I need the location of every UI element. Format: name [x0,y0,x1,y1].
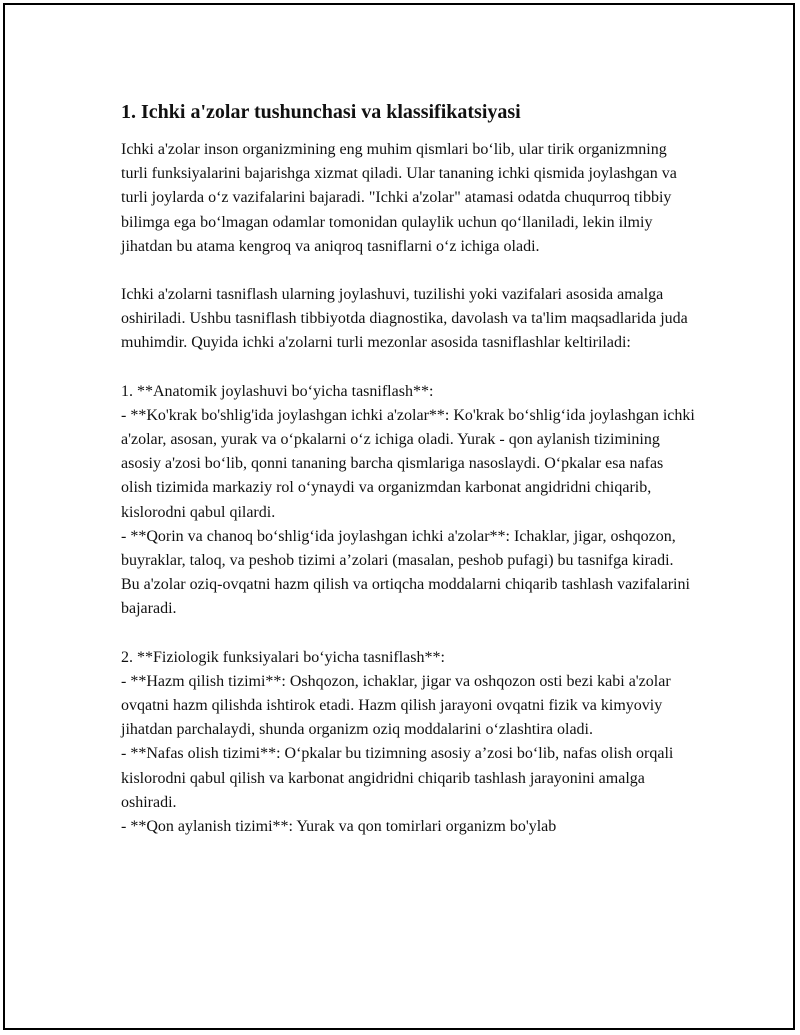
list-item: - **Hazm qilish tizimi**: Oshqozon, ichaklar, jigar va oshqozon osti bezi kabi a'zolar ovqatni hazm qilishda ishtirok etadi. Hazm qilish jarayoni ovqatni fizik va kimyoviy jihatdan parchalaydi, shunda organizm oziq moddalarini o‘zlashtira oladi. [121,672,671,739]
document-content [121,98,696,839]
classification-paragraph: Ichki a'zolarni tasniflash ularning joylashuvi, tuzilishi yoki vazifalari asosida amalga oshiriladi. Ushbu tasniflash tibbiyotda diagnostika, davolash va ta'lim maqsadlarida juda muhimdir. Quyida ichki a'zolarni turli mezonlar asosida tasniflashlar keltiriladi: [121,286,688,352]
list-item: - **Ko'krak bo'shlig'ida joylashgan ichki a'zolar**: Ko'krak bo‘shlig‘ida joylashgan ichki a'zolar, asosan, yurak va o‘pkalarni o‘z ichiga oladi. Yurak - qon aylanish tizimining asosiy a'zosi bo‘lib, qonni tananing barcha qismlariga nasoslaydi. O‘pkalar esa nafas olish tizimida markaziy rol o‘ynaydi va organizmdan karbonat angidridni chiqarib, kislorodni qabul qilardi. [121,406,695,521]
list-heading: 2. **Fiziologik funksiyalari bo‘yicha tasniflash**: [121,648,445,666]
section-heading: 1. Ichki a'zolar tushunchasi va klassifikatsiyasi [121,101,521,123]
document-page [3,3,795,1030]
intro-paragraph: Ichki a'zolar inson organizmining eng muhim qismlari bo‘lib, ular tirik organizmning turli funksiyalarini bajarishga xizmat qiladi. Ular tananing ichki qismida joylashgan va turli joylarda o‘z vazifalarini bajaradi. "Ichki a'zolar" atamasi odatda chuqurroq tibbiy bilimga ega bo‘lmagan odamlar tomonidan qulaylik uchun qo‘llaniladi, lekin ilmiy jihatdan bu atama kengroq va aniqroq tasniflarni o‘z ichiga oladi. [121,141,677,255]
paragraph-gap [121,356,696,380]
paragraph-gap [121,622,696,646]
list-item: - **Nafas olish tizimi**: O‘pkalar bu tizimning asosiy a’zosi bo‘lib, nafas olish orqali kislorodni qabul qilish va karbonat angidridni chiqarib tashlash jarayonini amalga oshiradi. [121,745,674,811]
list-item: - **Qon aylanish tizimi**: Yurak va qon tomirlari organizm bo'ylab [121,818,557,836]
list-item: - **Qorin va chanoq bo‘shlig‘ida joylashgan ichki a'zolar**: Ichaklar, jigar, oshqozon, buyraklar, taloq, va peshob tizimi a’zolari (masalan, peshob pufagi) bu tasnifga kiradi. Bu a'zolar oziq-ovqatni hazm qilish va ortiqcha moddalarni chiqarib tashlash vazifalarini bajaradi. [121,527,690,618]
paragraph-gap [121,259,696,283]
list-heading: 1. **Anatomik joylashuvi bo‘yicha tasniflash**: [121,382,434,400]
